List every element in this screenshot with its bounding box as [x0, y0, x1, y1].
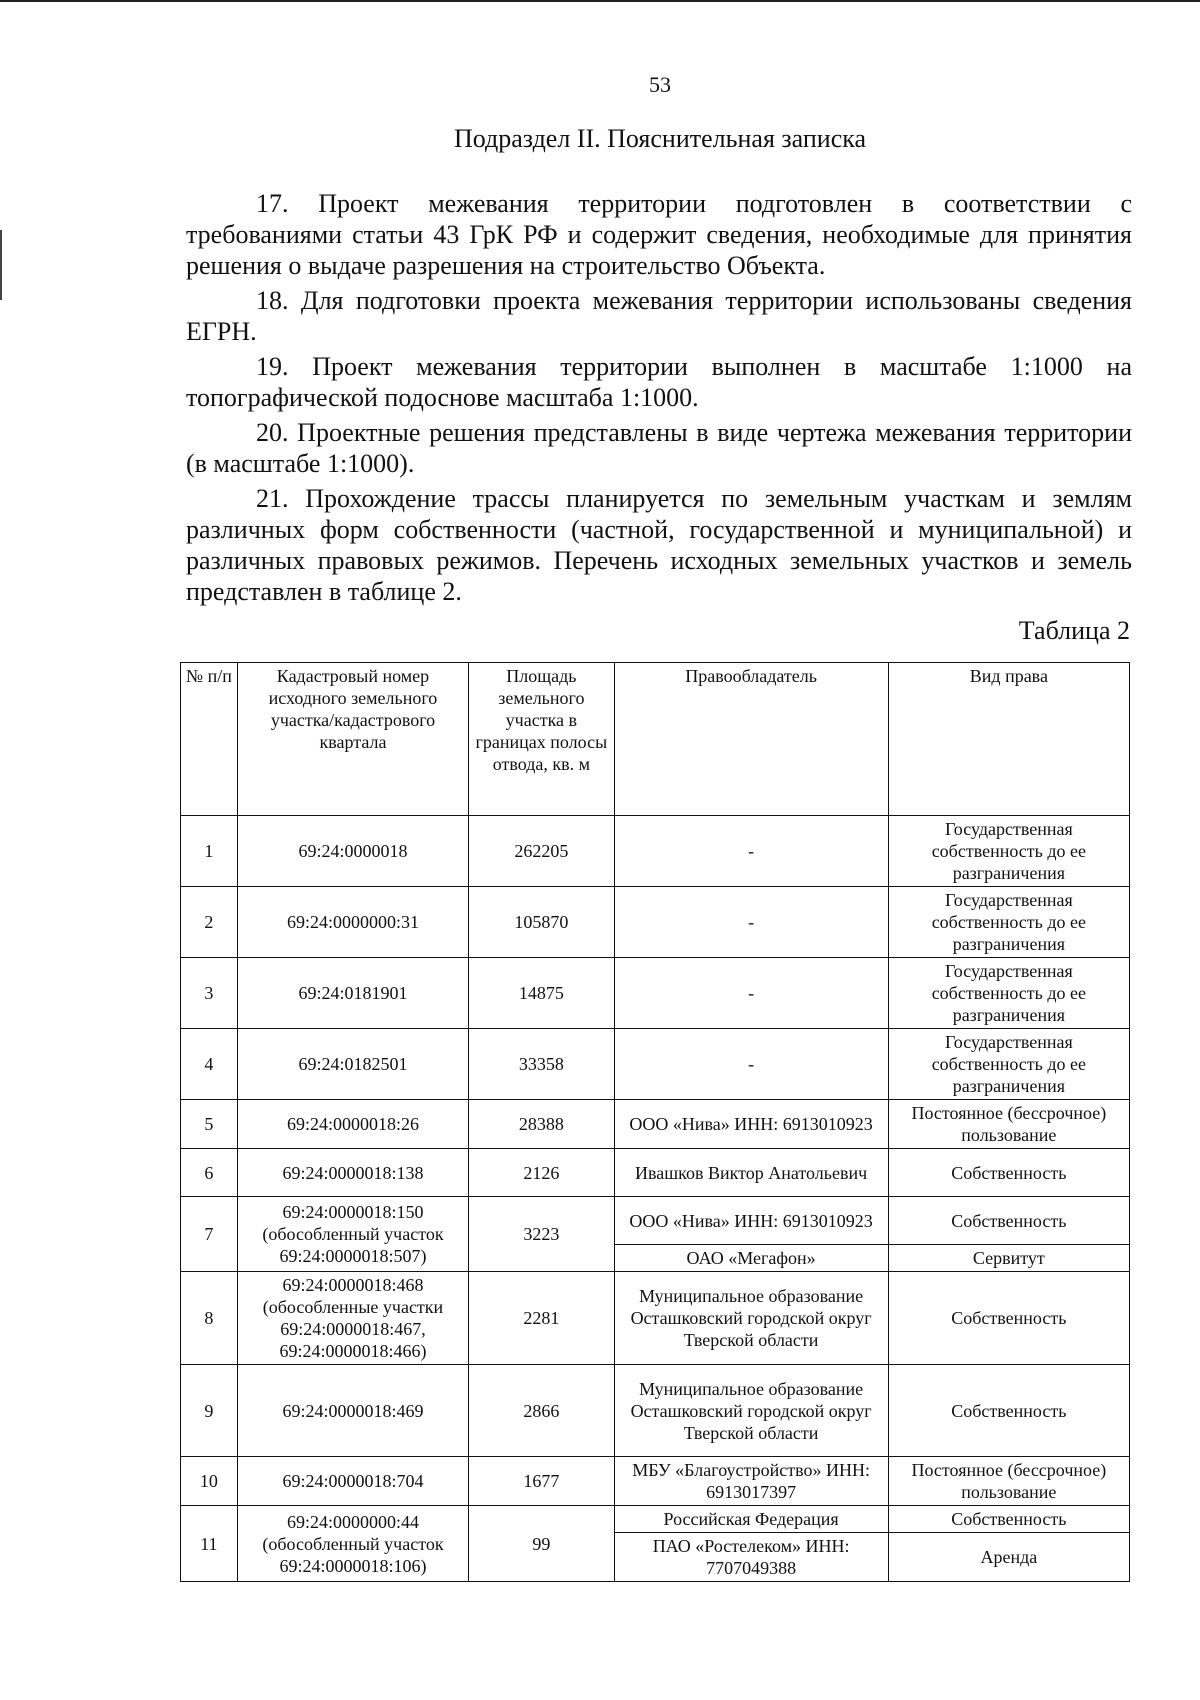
cell-owner-2: ПАО «Ростелеком» ИНН: 7707049388 [614, 1533, 888, 1582]
cell-no: 2 [181, 887, 238, 958]
cell-no: 10 [181, 1457, 238, 1506]
cell-right: Государственная собственность до ее разграничения [888, 816, 1129, 887]
cell-owner: Муниципальное образование Осташковский городской округ Тверской области [614, 1365, 888, 1457]
cell-cadastral: 69:24:0000000:44 (обособленный участок 69:24:0000018:106) [237, 1506, 468, 1582]
cell-owner: ООО «Нива» ИНН: 6913010923 [614, 1197, 888, 1245]
scan-margin-mark [0, 230, 2, 300]
cell-area: 262205 [469, 816, 614, 887]
cell-owner: Ивашков Виктор Анатольевич [614, 1149, 888, 1197]
cell-area: 14875 [469, 958, 614, 1029]
cell-right: Собственность [888, 1272, 1129, 1365]
cell-area: 99 [469, 1506, 614, 1582]
cell-owner: - [614, 816, 888, 887]
cell-right-2: Сервитут [888, 1245, 1129, 1272]
cell-cadastral: 69:24:0000018:468 (обособленные участки 69:24:0000018:467, 69:24:0000018:466) [237, 1272, 468, 1365]
paragraph-20: 20. Проектные решения представлены в виде чертежа межевания территории (в масштабе 1:1000). [186, 418, 1132, 478]
cell-no: 7 [181, 1197, 238, 1272]
cell-right: Постоянное (бессрочное) пользование [888, 1457, 1129, 1506]
table-header-row [181, 663, 1130, 816]
cell-owner: - [614, 887, 888, 958]
cell-owner: Российская Федерация [614, 1506, 888, 1533]
cell-cadastral: 69:24:0000018:150 (обособленный участок 69:24:0000018:507) [237, 1197, 468, 1272]
cell-cadastral: 69:24:0000018:469 [237, 1365, 468, 1457]
cell-cadastral: 69:24:0000018:138 [237, 1149, 468, 1197]
table-row [181, 1272, 1130, 1365]
cell-area: 2126 [469, 1149, 614, 1197]
scan-top-edge [0, 0, 1200, 2]
cell-no: 1 [181, 816, 238, 887]
cell-area: 105870 [469, 887, 614, 958]
cell-cadastral: 69:24:0000018 [237, 816, 468, 887]
table-row [181, 1197, 1130, 1245]
table-row [181, 1457, 1130, 1506]
cell-area: 1677 [469, 1457, 614, 1506]
cell-owner: Муниципальное образование Осташковский городской округ Тверской области [614, 1272, 888, 1365]
header-no: № п/п [181, 663, 238, 816]
cell-owner: ООО «Нива» ИНН: 6913010923 [614, 1100, 888, 1149]
cell-owner: - [614, 1029, 888, 1100]
table-row [181, 958, 1130, 1029]
cell-right: Собственность [888, 1197, 1129, 1245]
table-row [181, 1365, 1130, 1457]
table-row [181, 1029, 1130, 1100]
cell-owner: - [614, 958, 888, 1029]
cell-right: Государственная собственность до ее разграничения [888, 958, 1129, 1029]
paragraph-18: 18. Для подготовки проекта межевания территории использованы сведения ЕГРН. [186, 286, 1132, 346]
table-row [181, 1100, 1130, 1149]
cell-no: 3 [181, 958, 238, 1029]
cell-right-2: Аренда [888, 1533, 1129, 1582]
cell-cadastral: 69:24:0181901 [237, 958, 468, 1029]
cell-owner: МБУ «Благоустройство» ИНН: 6913017397 [614, 1457, 888, 1506]
table-caption: Таблица 2 [1018, 616, 1130, 645]
cell-area: 2281 [469, 1272, 614, 1365]
header-cadastral: Кадастровый номер исходного земельного участка/кадастрового квартала [237, 663, 468, 816]
cell-area: 33358 [469, 1029, 614, 1100]
cell-cadastral: 69:24:0000018:704 [237, 1457, 468, 1506]
cell-no: 6 [181, 1149, 238, 1197]
cell-right: Собственность [888, 1365, 1129, 1457]
cell-right: Государственная собственность до ее разграничения [888, 887, 1129, 958]
cell-no: 11 [181, 1506, 238, 1582]
header-owner: Правообладатель [614, 663, 888, 816]
paragraph-19: 19. Проект межевания территории выполнен в масштабе 1:1000 на топографической подоснове масштаба 1:1000. [186, 352, 1132, 412]
paragraph-17: 17. Проект межевания территории подготовлен в соответствии с требованиями статьи 43 ГрК РФ и содержит сведения, необходимые для принятия решения о выдаче разрешения на строительство Объекта. [186, 189, 1132, 280]
cell-no: 5 [181, 1100, 238, 1149]
cell-cadastral: 69:24:0182501 [237, 1029, 468, 1100]
table-row [181, 816, 1130, 887]
cell-right: Собственность [888, 1506, 1129, 1533]
header-right: Вид права [888, 663, 1129, 816]
table-row [181, 1506, 1130, 1533]
cell-area: 28388 [469, 1100, 614, 1149]
cell-cadastral: 69:24:0000018:26 [237, 1100, 468, 1149]
cell-no: 4 [181, 1029, 238, 1100]
table-row [181, 1149, 1130, 1197]
cell-cadastral: 69:24:0000000:31 [237, 887, 468, 958]
cell-right: Государственная собственность до ее разграничения [888, 1029, 1129, 1100]
cell-area: 3223 [469, 1197, 614, 1272]
cell-right: Собственность [888, 1149, 1129, 1197]
land-plots-table [180, 662, 1130, 1582]
page-number: 53 [649, 72, 671, 97]
explanatory-text [186, 188, 1132, 611]
table-row [181, 887, 1130, 958]
cell-no: 9 [181, 1365, 238, 1457]
cell-right: Постоянное (бессрочное) пользование [888, 1100, 1129, 1149]
header-area: Площадь земельного участка в границах полосы отвода, кв. м [469, 663, 614, 816]
cell-area: 2866 [469, 1365, 614, 1457]
cell-owner-2: ОАО «Мегафон» [614, 1245, 888, 1272]
paragraph-21: 21. Прохождение трассы планируется по земельным участкам и землям различных форм собственности (частной, государственной и муниципальной) и различных правовых режимов. Перечень исходных земельных участков и земель представлен в таблице 2. [186, 484, 1132, 606]
section-title: Подраздел II. Пояснительная записка [453, 124, 867, 153]
cell-no: 8 [181, 1272, 238, 1365]
